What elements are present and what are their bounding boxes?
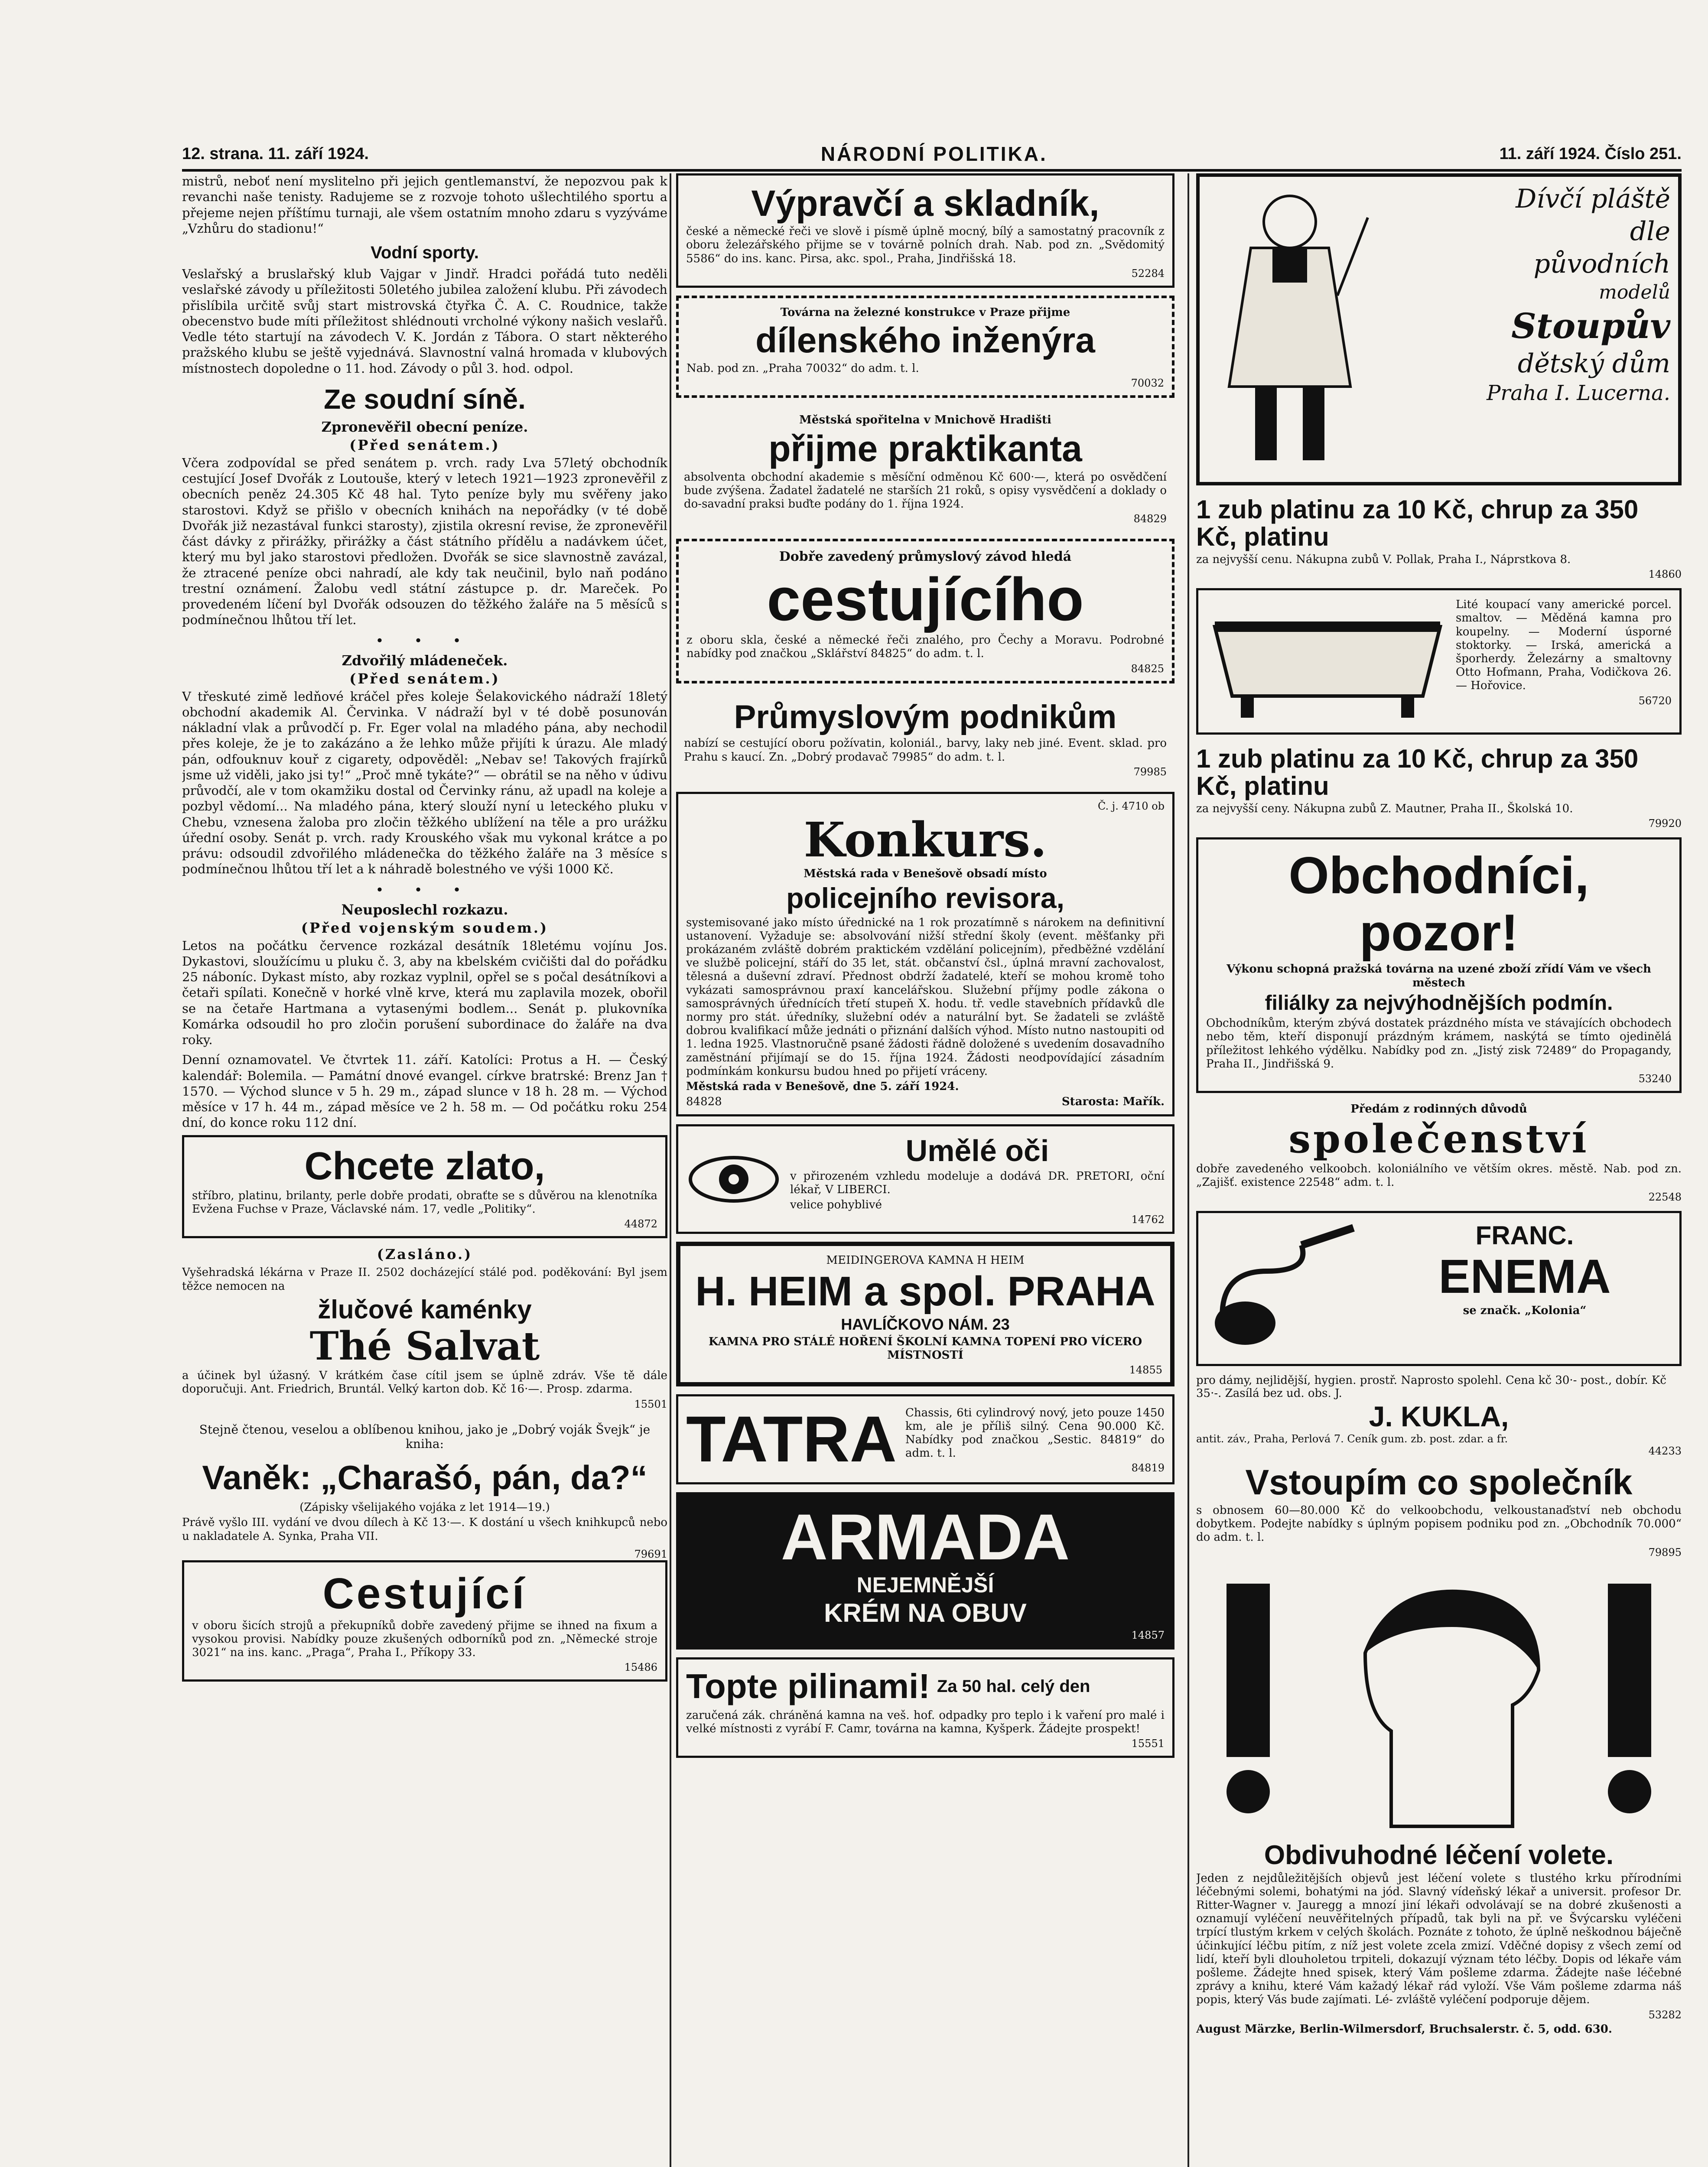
girl-in-coat-illustration xyxy=(1207,183,1372,478)
ad-voleta xyxy=(1196,1838,1682,2038)
zlato-text: stříbro, platinu, brilanty, perle dobře prodati, obraťte se s důvěrou na klenotníka Evžena Fuchse v Praze, Václavské nám. 17, vedle „Politiky“. xyxy=(192,1189,657,1216)
vany-text: Lité koupací vany americké porcel. smaltov. — Měděná kamna pro koupelny. — Moderní úsporné stoktorky. — Irská, americká a šporherdy. Železárny a smaltovny Otto Hofmann, Praha, Vodičkova 26. — Hořovice. xyxy=(1456,598,1672,693)
tatra-number: 84819 xyxy=(1131,1462,1165,1474)
vstoupim-number: 79895 xyxy=(1648,1546,1682,1559)
obchodnici-headline-1: Obchodníci, xyxy=(1288,846,1589,905)
middle-column xyxy=(676,173,1174,2167)
zub1-number: 14860 xyxy=(1648,568,1682,581)
salvat-more: a účinek byl úžasný. V krátkém čase cítil jsem se úplně zdráv. Vše tě dále doporučuji. Ant. Friedrich, Bruntál. Velký karton dob. Kč 16·—. Prosp. zdarma. xyxy=(182,1369,667,1396)
coat-line-4: modelů xyxy=(1599,281,1670,303)
header-right: 11. září 1924. Číslo 251. xyxy=(1499,144,1682,163)
dilensky-text: Nab. pod zn. „Praha 70032“ do adm. t. l. xyxy=(686,362,919,375)
dilensky-top: Továrna na železné konstrukce v Praze přijme xyxy=(780,306,1070,319)
vstoupim-headline: Vstoupím co společník xyxy=(1245,1462,1633,1502)
ad-divci-plaste xyxy=(1196,173,1682,485)
voleta-text: Jeden z nejdůležitějších objevů jest léčení volete s tlustého krku přírodními léčebnými solemi, bohatými na jód. Slavný vídeňský lékař a universit. profesor Dr. Ritter-Wagner v. Jauregg a mnozí jiní lékaři odvolávají se na dobré zkušenosti a oznamují vyléčení neuvěřitelných případů, tak byli na př. ve Švýcarsku vyléčeni trpící tlustým krkem v celých školách. Poznáte z tohoto, že úplně neškodnou báječně účinkující léčbu pitím, z níž jest volete zcela zmizí. Vděčné dopisy z všech zemí od lidí, kteří byli dlouholetou trpiteli, dokazují význam této léčby. Dopis od lékaře vám pošleme. Žádejte hned spisek, který Vám pošleme zdarma. Žádejte naše léčebné zprávy a knihu, které Vám kažadý lékař rád vyloží. Vše Vám pošleme zdarma náš popis, který Vás bude zajímati. Lé- zvláště vyléčení podporuje dějem. xyxy=(1196,1871,1682,2007)
newspaper-title: NÁRODNÍ POLITIKA. xyxy=(820,143,1048,165)
zub1-text: za nejvyšší cenu. Nákupna zubů V. Pollak, Praha I., Náprstkova 8. xyxy=(1196,553,1571,566)
zaslano: (Zasláno.) xyxy=(377,1246,473,1263)
zub1-headline: 1 zub platinu za 10 Kč, chrup za 350 Kč, platinu xyxy=(1196,495,1639,551)
dilensky-number: 70032 xyxy=(1131,377,1164,390)
heim-address: HAVLÍČKOVO NÁM. 23 xyxy=(841,1315,1010,1334)
tatra-headline: TATRA xyxy=(686,1402,897,1476)
konkurs-sign: Městská rada v Benešově, dne 5. září 1924. xyxy=(686,1080,959,1093)
zpronever-text: Včera zodpovídal se před senátem p. vrch. rady Lva 57letý obchodník cestující Josef Dvořák z Loutouše, který v letech 1921—1923 zpronevěřil z obecních peněz 24.305 Kč 48 hal. Tyto peníze byly mu svěřeny jako starostovi. Když se přišlo v obecních knihách na nepořádky (v té době Dvořák již nezastával funkci starosty), zjistila okresní revise, že zpronevěřil část dávky z přirážky, přirážky a část státního přídělu a nadávkem účet, který mu byl jako starostovi předložen. Dvořák se sice slavnostně zavázal, že ztracené peníze obci nahradí, ale kdy tak neučinil, bylo naň podáno trestní oznámení. Žalobu vedl státní zástupce p. dr. Mareček. Po provedeném líčení byl Dvořák odsouzen do těžkého žaláře na 5 měsíců s podmínečnou lhůtou tří let. xyxy=(182,455,667,628)
ad-zub-2 xyxy=(1196,742,1682,830)
ad-zub-1 xyxy=(1196,493,1682,580)
oci-number: 14762 xyxy=(1131,1214,1165,1226)
ad-enema xyxy=(1196,1211,1682,1366)
spol-top: Předám z rodinných důvodů xyxy=(1350,1102,1527,1116)
armada-number: 14857 xyxy=(1131,1629,1165,1641)
zlato-headline: Chcete zlato, xyxy=(304,1144,545,1188)
enema-text: pro dámy, nejlidější, hygien. prostř. Naprosto spolehl. Cena kč 30·- post., dobír. Kč 35·-. Zasílá bez ud. obs. J. xyxy=(1196,1373,1666,1400)
heim-text: KAMNA PRO STÁLÉ HOŘENÍ ŠKOLNÍ KAMNA TOPENÍ PRO VÍCERO MÍSTNOSTÍ xyxy=(708,1335,1142,1362)
konkurs-top: Městská rada v Benešově obsadí místo xyxy=(804,867,1047,881)
column-divider-2 xyxy=(1187,173,1189,2167)
neuposl-title: Neuposlechl rozkazu. xyxy=(341,901,508,918)
enema-mark: se značk. „Kolonia“ xyxy=(1463,1304,1587,1318)
zdvorily-text: V třeskuté zimě ledňové kráčel přes koleje Šelakovického nádraží 18letý obchodní akademik Al. Červinka. V nádraží byl v té době posunován nákladní vlak a průvodčí p. Fr. Eger volal na mladého pána, aby nechodil přes koleje, že je to zakázáno a že lehko může přijíti k úrazu. Ale mladý pán, odfouknuv kouř z cigarety, odpověděl: „Nebav se! Takových frajírků jsme už viděli, jako jsi ty!“ „Proč mně tykáte?“ — obrátil se na něho v údivu průvodčí, ale v tom okamžiku dostal od Červinky ránu, až upadl na koleje a pozbyl vědomí... Na mladého pána, který slouží nyní u leteckého pluku v Chebu, vznesena žaloba pro zločin těžkého ublížení na těle a pro urážku úřední osoby. Senát p. vrch. rady Krouského však mu vykonal krátce a po právu: odsoudil zdvořilého mládenečka do těžkého žaláře na 3 měsíce s podmínečnou lhůtou tří let a k náhradě bolestného ve výši 1000 Kč. xyxy=(182,689,667,877)
ad-dilensky xyxy=(676,296,1174,398)
ad-cestujici xyxy=(182,1560,667,1682)
ad-zlato xyxy=(182,1135,667,1239)
obchodnici-headline-2: pozor! xyxy=(1359,904,1519,962)
vanek-sub: (Zápisky všelijakého vojáka z let 1914—19.) xyxy=(299,1500,550,1514)
vanek-text: Právě vyšlo III. vydání ve dvou dílech à Kč 13·—. K dostání u všech knihkupců nebo u nakladatele A. Synka, Praha VII. xyxy=(182,1516,667,1543)
konkurs-number: 84828 xyxy=(686,1095,722,1109)
enema-headline-1: FRANC. xyxy=(1475,1220,1574,1250)
oci-side: velice pohyblivé xyxy=(790,1198,882,1211)
vypravci-headline: Výpravčí a skladník, xyxy=(751,183,1100,224)
sporitelna-top: Městská spořitelna v Mnichově Hradišti xyxy=(799,413,1051,427)
piliny-headline: Topte pilinami! xyxy=(686,1666,930,1705)
zpronever-title: Zpronevěřil obecní peníze. xyxy=(321,418,528,435)
piliny-number: 15551 xyxy=(1131,1738,1165,1750)
zdvorily-title: Zdvořilý mládeneček. xyxy=(342,652,508,669)
cestujici-number: 15486 xyxy=(624,1661,657,1674)
ad-cestujiciho xyxy=(676,539,1174,683)
konkurs-headline-2: policejního revisora, xyxy=(786,882,1064,914)
armada-sub-2: KRÉM NA OBUV xyxy=(824,1598,1027,1627)
zub2-text: za nejvyšší ceny. Nákupna zubů Z. Mautner, Praha II., Školská 10. xyxy=(1196,802,1573,816)
coat-line-7: Praha I. Lucerna. xyxy=(1487,381,1670,405)
vypravci-number: 52284 xyxy=(1131,267,1165,280)
ad-tatra xyxy=(676,1394,1174,1484)
obchodnici-text: Výkonu schopná pražská továrna na uzené zboží zřídí Vám ve všech městech xyxy=(1227,963,1651,989)
vodni-sporty-text: Veslařský a bruslařský klub Vajgar v Jindř. Hradci pořádá tuto neděli veslařské závody u příležitosti 50letého jubilea založení klubu. Při závodech přislíbila určitě svůj start mistrovská čtyřka Č. A. C. Roudnice, takže obecenstvo bude míti příležitost shlédnouti vrcholné výkony našich veslařů. Vedle této startují na závodech V. K. Jordán z Tábora. O start některého pražského klubu se ještě vyjednává. Slavnostní valná hromada v klubových místnostech dopoledne o 11. hod. Závody o půl 3. hod. odpol. xyxy=(182,267,667,376)
header-left: 12. strana. 11. září 1924. xyxy=(182,144,369,163)
oci-headline: Umělé oči xyxy=(905,1134,1049,1168)
denni-oznamovatel: Denní oznamovatel. Ve čtvrtek 11. září. Katolíci: Protus a H. — Český kalendář: Bolemila. — Památní dnové evangel. církve bratrské: Brenz Jan † 1570. — Východ slunce v 5 h. 29 m., západ slunce v 18 h. 28 m. — Východ měsíce v 17 h. 44 m., západ měsíce ve 2 h. 58 m. — Od počátku roku 254 dní, do konce roku 112 dní. xyxy=(182,1052,667,1130)
konkurs-cj: Č. j. 4710 ob xyxy=(1098,800,1165,812)
vodni-sporty-title: Vodní sporty. xyxy=(371,243,479,262)
vany-number: 56720 xyxy=(1638,694,1672,707)
coat-line-3: původních xyxy=(1533,249,1670,279)
sporitelna-number: 84829 xyxy=(1133,513,1167,525)
obchodnici-more: Obchodníkům, kterým zbývá dostatek prázdného místa ve stávajících obchodech nebo těm, kteří disponují prázdným krámem, naskýtá se tímto ojedinělá příležitost lehkého výdělku. Nabídky pod zn. „Jistý zisk 72489“ do Propagandy, Praha II., Jindřišská 9. xyxy=(1206,1017,1672,1070)
cestujiciho-number: 84825 xyxy=(1131,662,1164,675)
pred-senatem-1: (Před senátem.) xyxy=(349,436,500,453)
salvat-headline-1: žlučové kaménky xyxy=(318,1295,532,1324)
ad-vypravci xyxy=(676,173,1174,288)
cestujiciho-text: z oboru skla, české a německé řeči znalého, pro Čechy a Moravu. Podrobné nabídky pod značkou „Sklářství 84825“ do adm. t. l. xyxy=(686,634,1164,661)
heim-headline: H. HEIM a spol. PRAHA xyxy=(695,1268,1155,1315)
voleta-address: August Märzke, Berlin-Wilmersdorf, Bruchsalerstr. č. 5, odd. 630. xyxy=(1196,2022,1612,2036)
ad-oci xyxy=(676,1124,1174,1234)
vanek-headline: Vaněk: „Charašó, pán, da?“ xyxy=(202,1458,647,1497)
salvat-headline-2: Thé Salvat xyxy=(309,1323,540,1369)
salvat-text: Vyšehradská lékárna v Praze II. 2502 docházející stálé pod. poděkování: Byl jsem těžce nemocen na xyxy=(182,1266,667,1293)
piliny-text: zaručená zák. chráněná kamna na veš. hof. odpadky pro teplo i k vaření pro malé i velké místnosti z vyrábí F. Camr, továrna na kamna, Kyšperk. Žádejte prospekt! xyxy=(686,1708,1165,1736)
enema-headline-3: J. KUKLA, xyxy=(1369,1400,1509,1432)
sporitelna-text: absolventa obchodní akademie s měsíční odměnou Kč 600·—, která po osvědčení bude zvýšena. Žadatel žadatelé ne starších 21 roků, s opisy vysvědčení a doklady o do-savadní praksi buďte podány do 1. října 1924. xyxy=(684,470,1167,511)
ad-armada xyxy=(676,1492,1174,1650)
konkurs-text: systemisované jako místo úřednické na 1 rok prozatímně s nárokem na definitivní ustanovení. Vyžaduje se: absolvování nižší střední školy (event. měšťanky při prokázaném zvláště dobrém praktickém vzdělání policejním), předběžné vzdělání ve službě policejní, stáří do 35 let, stát. občanství čsl., úplná mravní zachovalost, tělesná a duševní zdraví. Přednost obdrží žadatelé, kteří se mohou kromě toho vykázati samosprávnou praxí kancelářskou. Služební příjmy podle zákona o samosprávných úřednících třetí stupeň X. hodu. tř. vedle stavebních přídavků dle normy pro stát. úředníky, služební odév a naturální byt. Se žadateli se zvláště dobrou kvalifikací může jednáti o přiznání dalších výhod. Místo nutno nastoupiti od 1. ledna 1925. Vlastnoručně psané žádosti řádně doložené s uvedením dosavadního zaměstnání přijímají se do 15. října 1924. Žádosti neodpovídající zásadním podmínkám konkursu budou hned po přijetí vráceny. xyxy=(686,916,1165,1078)
prumysl-text: nabízí se cestující oboru požívatin, koloniál., barvy, laky neb jiné. Event. sklad. pro Prahu s kaucí. Zn. „Dobrý prodavač 79985“ do adm. t. l. xyxy=(684,737,1167,764)
enema-address: antit. záv., Praha, Perlová 7. Ceník gum. zb. post. zdar. a fr. xyxy=(1196,1432,1508,1445)
armada-sub-1: NEJEMNĚJŠÍ xyxy=(856,1573,994,1598)
zub2-headline: 1 zub platinu za 10 Kč, chrup za 350 Kč, platinu xyxy=(1196,744,1639,801)
zlato-number: 44872 xyxy=(624,1218,657,1230)
ad-vstoupim xyxy=(1196,1461,1682,1559)
tatra-text: Chassis, 6ti cylindrový nový, jeto pouze 1450 km, ale je příliš silný. Cena 90.000 Kč. Nabídky pod značkou „Sestic. 84819“ do adm. t. l. xyxy=(905,1406,1165,1460)
vanek-number: 79691 xyxy=(634,1548,667,1560)
ad-konkurs xyxy=(676,792,1174,1116)
soudni-sin-title: Ze soudní síně. xyxy=(324,383,526,415)
ad-prumysl xyxy=(676,691,1174,784)
coat-line-1: Dívčí pláště xyxy=(1516,184,1670,214)
eye-icon xyxy=(686,1149,781,1210)
column-divider-1 xyxy=(670,173,671,2167)
vypravci-text: české a německé řeči ve slově i písmě úplně mocný, bílý a samostatný pracovník z oboru železářského přijme se v továrně polních drah. Nab. pod zn. „Svědomitý 5586“ do ins. kanc. Pirsa, akc. spol., Praha, Jindřišská 18. xyxy=(686,225,1165,265)
ad-piliny xyxy=(676,1657,1174,1758)
prumysl-headline: Průmyslovým podnikům xyxy=(734,698,1117,735)
obchodnici-headline-3: filiálky za nejvýhodnějších podmín. xyxy=(1265,991,1613,1015)
coat-line-2: dle xyxy=(1630,216,1670,247)
neuposl-text: Letos na počátku července rozkázal desátník 18letému vojínu Jos. Dykastovi, sloužícímu u pluku č. 3, aby na kbelském cvičišti dal do pořádku 25 náboníc. Dykast místo, aby rozkaz vyplnil, opřel se s počal desátníkovi a četaři spílati. Konečně v horké vlně krve, která mu zaplavila mozek, obořil se na četaře Hartmana a vytasenými bodlem... Senát p. plukovníka Komárka odsoudil ho pro zločin porušení subordinace do žaláře na dva roky. xyxy=(182,938,667,1047)
ad-salvat xyxy=(182,1264,667,1414)
voleta-number: 53282 xyxy=(1648,2008,1682,2021)
ad-spolecenstvi xyxy=(1196,1101,1682,1203)
page-header xyxy=(182,139,1682,172)
dots-divider: • • • xyxy=(375,632,474,649)
spol-text: dobře zavedeného velkoobch. koloniálního ve větším okres. městě. Nab. pod zn. „Zajišť. existence 22548“ adm. t. l. xyxy=(1196,1162,1682,1189)
heim-top: MEIDINGEROVA KAMNA H HEIM xyxy=(826,1254,1025,1267)
pred-soudem: (Před vojenským soudem.) xyxy=(301,919,549,936)
prumysl-number: 79985 xyxy=(1133,765,1167,778)
konkurs-starosta: Starosta: Mařík. xyxy=(1061,1095,1165,1109)
cestujiciho-top: Dobře zavedený průmyslový závod hledá xyxy=(779,549,1072,565)
salvat-number: 15501 xyxy=(634,1398,667,1410)
spol-headline: společenství xyxy=(1288,1116,1589,1162)
right-column xyxy=(1196,173,1682,2167)
left-column xyxy=(182,173,667,2167)
ad-obchodnici xyxy=(1196,837,1682,1093)
enema-illustration xyxy=(1206,1219,1371,1358)
oci-text: v přirozeném vzhledu modeluje a dodává DR. PRETORI, oční lékař, V LIBERCI. xyxy=(790,1169,1165,1196)
coat-line-6: dětský dům xyxy=(1517,348,1670,379)
coat-line-5: Stoupův xyxy=(1511,306,1670,346)
sporitelna-headline: přijme praktikanta xyxy=(768,428,1082,469)
zub2-number: 79920 xyxy=(1648,817,1682,830)
konkurs-headline: Konkurs. xyxy=(804,811,1047,868)
enema-headline-2: ENEMA xyxy=(1438,1249,1611,1303)
enema-number: 44233 xyxy=(1648,1445,1682,1457)
dots-divider: • • • xyxy=(375,881,474,898)
voleta-illustration-wrap xyxy=(1196,1566,1682,1835)
piliny-side: Za 50 hal. celý den xyxy=(937,1676,1090,1696)
woman-portrait-illustration xyxy=(1209,1566,1669,1835)
cestujiciho-headline: cestujícího xyxy=(767,565,1084,634)
vanek-intro: Stejně čtenou, veselou a oblíbenou knihou, jako je „Dobrý voják Švejk“ je kniha: xyxy=(199,1422,651,1451)
heim-number: 14855 xyxy=(1129,1364,1162,1376)
cestujici-text: v oboru šicích strojů a překupníků dobře zavedený přijme se ihned na fixum a vysokou provisi. Nabídky pouze zkušených odborníků pod zn. „Německé stroje 3021“ na ins. kanc. „Praga“, Praha I., Příkopy 33. xyxy=(192,1619,657,1659)
voleta-headline: Obdivuhodné léčení volete. xyxy=(1264,1840,1614,1870)
obchodnici-number: 53240 xyxy=(1638,1072,1672,1085)
intro-text: mistrů, neboť není myslitelno při jejich gentlemanství, že nepozvou pak k revanchi naše tenisty. Radujeme se z rozvoje tohoto ušlechtilého sportu a přejeme nejen příštímu turnaji, ale všem ostatním mnoho zdaru s vyzýváme „Vzhůru do stadionu!“ xyxy=(182,174,667,236)
vstoupim-text: s obnosem 60—80.000 Kč do velkoobchodu, velkoustanaďství neb obchodu dobytkem. Podejte nabídky s úplným popisem podniku pod zn. „Obchodník 70.000“ do adm. t. l. xyxy=(1196,1504,1682,1544)
dilensky-headline: dílenského inženýra xyxy=(755,320,1095,360)
cestujici-headline: Cestující xyxy=(322,1569,527,1618)
bathtub-illustration xyxy=(1206,596,1449,726)
ad-heim xyxy=(676,1242,1174,1386)
pred-senatem-2: (Před senátem.) xyxy=(349,670,500,687)
armada-headline: ARMADA xyxy=(781,1500,1070,1573)
spol-number: 22548 xyxy=(1648,1191,1682,1203)
ad-vany xyxy=(1196,588,1682,735)
ad-sporitelna xyxy=(676,406,1174,531)
